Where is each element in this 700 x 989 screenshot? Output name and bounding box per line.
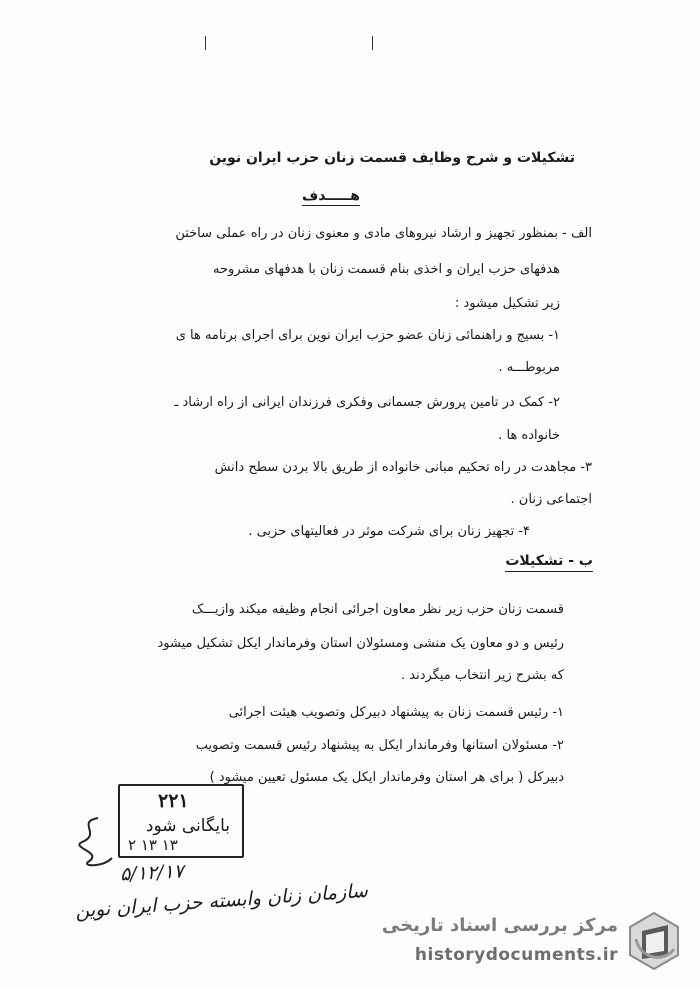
section-b-line: رئیس و دو معاون یک منشی ومسئولان استان وفرماندار ایکل تشکیل میشود	[157, 636, 564, 651]
section-b-line: که بشرح زیر انتخاب میگردند .	[400, 668, 564, 683]
section-a-line: خانواده ها .	[498, 428, 560, 443]
stamp-number: ۲۲۱	[158, 790, 189, 812]
section-a-line: ۲- کمک در تامین پرورش جسمانی وفکری فرزندان ایرانی از راه ارشاد ـ	[174, 395, 560, 410]
section-a-line: مربوطـــه .	[498, 360, 560, 375]
archive-stamp	[118, 784, 244, 858]
stamp-code: ۲ ۱۳ ۱۳	[128, 836, 178, 854]
watermark-title: مرکز بررسی اسناد تاریخی	[381, 915, 618, 936]
section-a-line: ۱- بسیج و راهنمائی زنان عضو حزب ایران نوین برای اجرای برنامه ها ی	[175, 328, 560, 343]
section-a-line: الف - بمنظور تجهیز و ارشاد نیروهای مادی و معنوی زنان در راه عملی ساختن	[175, 226, 592, 241]
section-a-line: زیر تشکیل میشود :	[455, 296, 560, 311]
document-title: تشکیلات و شرح وظایف قسمت زنان حزب ایران نوین	[209, 150, 575, 166]
section-b-line: ۱- رئیس قسمت زنان به پیشنهاد دبیرکل وتصویب هیئت اجرائی	[228, 705, 564, 720]
section-b-line: قسمت زنان حزب زیر نظر معاون اجرائی انجام وظیفه میکند وازیـــک	[191, 602, 564, 617]
handwritten-date: ۵/۱۲/۱۷	[119, 860, 185, 886]
section-b-line: ۲- مسئولان استانها وفرماندار ایکل به پیشنهاد رئیس قسمت وتصویب	[195, 738, 564, 753]
section-b-line: دبیرکل ( برای هر استان وفرماندار ایکل یک مسئول تعیین میشود )	[209, 770, 564, 785]
signature-scribble-icon	[68, 812, 120, 870]
stamp-label: بایگانی شود	[145, 816, 230, 836]
section-b-heading: ب - تشکیلات	[505, 553, 593, 572]
archive-logo-icon	[624, 909, 684, 973]
handwritten-note: سازمان زنان وابسته حزب ایران نوین	[74, 879, 369, 923]
section-a-line: ۳- مجاهدت در راه تحکیم مبانی خانواده از طریق بالا بردن سطح دانش	[214, 460, 592, 475]
section-a-heading: هـــــدف	[302, 188, 360, 204]
section-a-line: اجتماعی زنان .	[510, 492, 592, 507]
watermark	[381, 907, 684, 979]
section-a-line: هدفهای حزب ایران و اخذی بنام قسمت زنان با هدفهای مشروحه	[213, 262, 560, 277]
watermark-url: historydocuments.ir	[414, 945, 618, 965]
section-a-line: ۴- تجهیز زنان برای شرکت موثر در فعالیتهای حزبی .	[248, 524, 530, 539]
punch-mark-left	[205, 36, 212, 50]
punch-mark-right	[372, 36, 379, 50]
